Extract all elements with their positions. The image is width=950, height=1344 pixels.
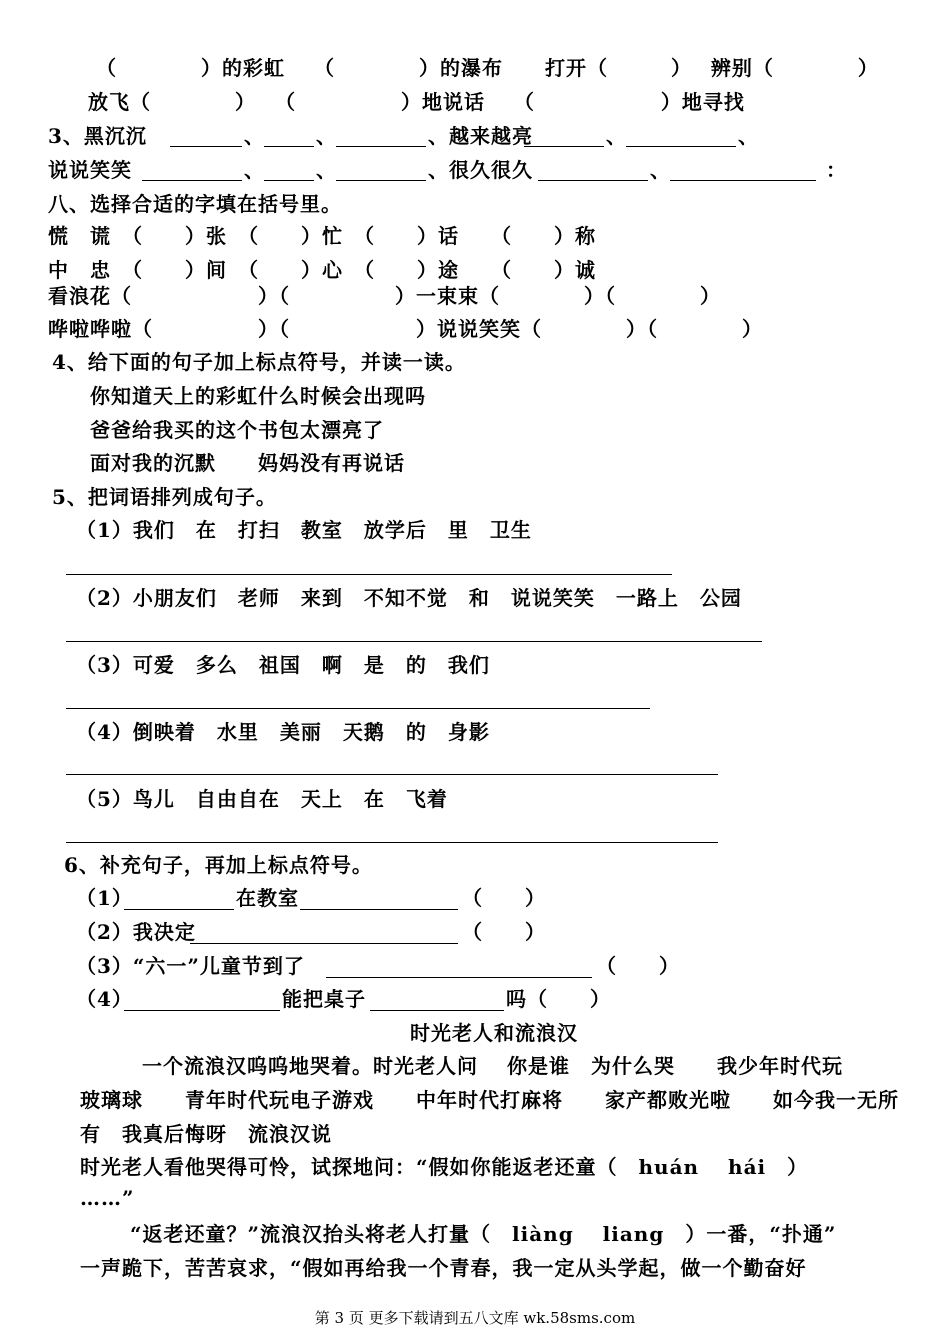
- passage-line-6: “返老还童？”流浪汉抬头将老人打量（ liàng liang ）一番，“扑通”: [130, 1222, 837, 1246]
- punctuation-sentence-2: 爸爸给我买的这个书包太漂亮了: [90, 418, 384, 442]
- fill-blank-row-1: （ ）的彩虹 （ ）的瀑布 打开（ ） 辨别（ ）: [96, 56, 879, 80]
- char-choice-row-1: 慌 谎 （ ）张 （ ）忙 （ ）话 （ ）称: [48, 224, 596, 248]
- answer-line[interactable]: [66, 574, 672, 575]
- answer-blank[interactable]: [170, 146, 242, 147]
- passage-line-2: 玻璃球 青年时代玩电子游戏 中年时代打麻将 家产都败光啦 如今我一无所: [80, 1088, 899, 1112]
- passage-title: 时光老人和流浪汉: [410, 1021, 578, 1045]
- answer-blank[interactable]: [626, 146, 736, 147]
- word-pattern-row-2: 哗啦哗啦（ ）（ ）说说笑笑（ ）（ ）: [48, 317, 763, 341]
- word-order-item-3: （3）可爱 多么 祖国 啊 是 的 我们: [76, 653, 490, 677]
- answer-blank[interactable]: [538, 180, 648, 181]
- answer-blank[interactable]: [142, 180, 242, 181]
- answer-line[interactable]: [66, 774, 718, 775]
- page-footer: 第 3 页 更多下载请到五八文库 wk.58sms.com: [314, 1309, 636, 1327]
- word-order-item-1: （1）我们 在 打扫 教室 放学后 里 卫生: [76, 518, 532, 542]
- passage-line-1: 一个流浪汉呜呜地哭着。时光老人问 你是谁 为什么哭 我少年时代玩: [142, 1054, 843, 1078]
- passage-line-7: 一声跪下，苦苦哀求，“假如再给我一个青春，我一定从头学起，做一个勤奋好: [80, 1256, 807, 1280]
- section-heading-6: 6、补充句子，再加上标点符号。: [64, 853, 373, 877]
- passage-line-5: ……”: [80, 1186, 135, 1210]
- answer-blank[interactable]: [336, 146, 426, 147]
- answer-blank[interactable]: [264, 146, 314, 147]
- section-heading-5: 5、把词语排列成句子。: [52, 485, 277, 509]
- answer-blank[interactable]: [190, 943, 458, 944]
- passage-line-4: 时光老人看他哭得可怜，试探地问：“假如你能返老还童（ huán hái ）: [80, 1155, 809, 1179]
- answer-blank[interactable]: [670, 180, 816, 181]
- punctuation-sentence-3: 面对我的沉默 妈妈没有再说话: [90, 451, 405, 475]
- char-choice-row-2: 中 忠 （ ）间 （ ）心 （ ）途 （ ）诚: [48, 258, 596, 282]
- section-heading-4: 4、给下面的句子加上标点符号，并读一读。: [52, 350, 466, 374]
- word-order-item-4: （4）倒映着 水里 美丽 天鹅 的 身影: [76, 720, 490, 744]
- passage-line-3: 有 我真后悔呀 流浪汉说: [80, 1122, 332, 1146]
- answer-line[interactable]: [66, 842, 718, 843]
- answer-blank[interactable]: [326, 977, 592, 978]
- word-pattern-row-1: 看浪花（ ）（ ）一束束（ ）（ ）: [48, 284, 721, 308]
- answer-line[interactable]: [66, 708, 650, 709]
- fill-blank-row-2: 放飞（ ） （ ）地说话 （ ）地寻找: [88, 90, 745, 114]
- word-order-item-2: （2）小朋友们 老师 来到 不知不觉 和 说说笑笑 一路上 公园: [76, 586, 742, 610]
- answer-blank[interactable]: [336, 180, 426, 181]
- word-order-item-5: （5）鸟儿 自由自在 天上 在 飞着: [76, 787, 448, 811]
- answer-line[interactable]: [66, 641, 762, 642]
- answer-blank[interactable]: [370, 1010, 504, 1011]
- punctuation-sentence-1: 你知道天上的彩虹什么时候会出现吗: [90, 384, 426, 408]
- answer-blank[interactable]: [124, 1010, 280, 1011]
- answer-blank[interactable]: [300, 909, 458, 910]
- answer-blank[interactable]: [124, 909, 234, 910]
- section-heading-8: 八、选择合适的字填在括号里。: [48, 192, 342, 216]
- answer-blank[interactable]: [524, 146, 604, 147]
- answer-blank[interactable]: [264, 180, 314, 181]
